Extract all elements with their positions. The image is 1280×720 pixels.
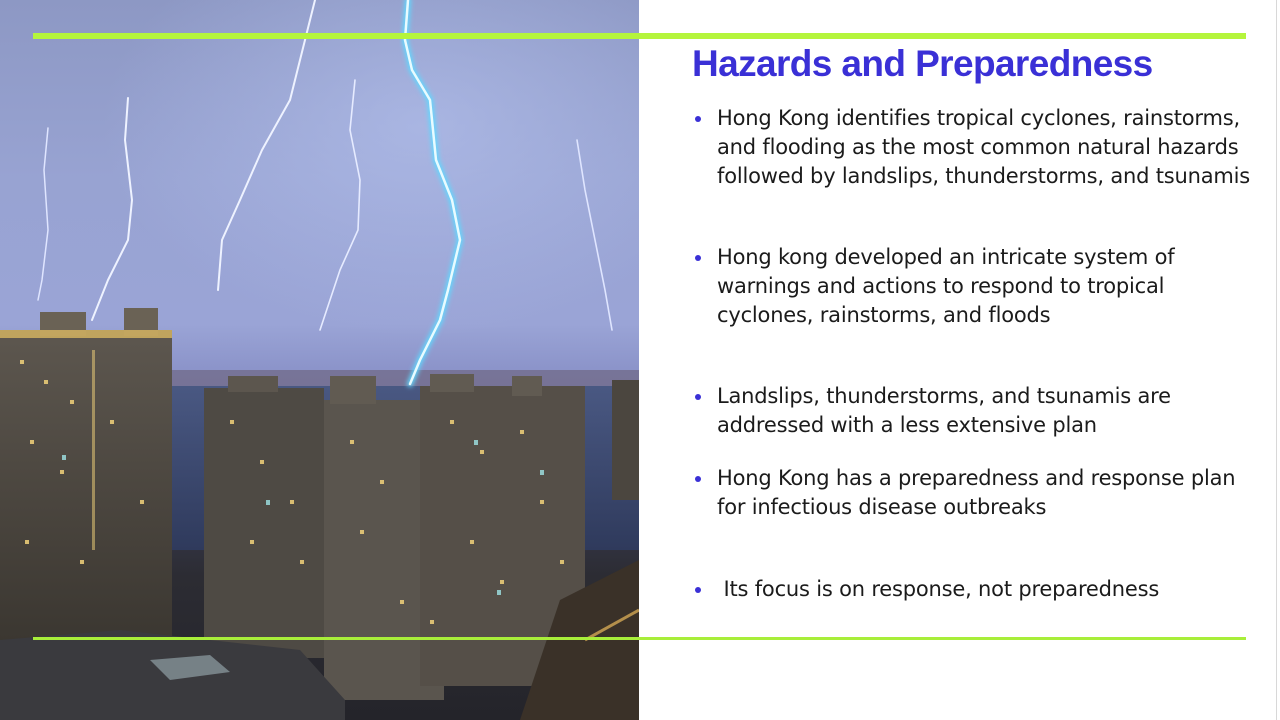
bullet-dot-icon	[695, 255, 701, 261]
photo-illustration	[0, 0, 639, 720]
bullet-text: Hong Kong has a preparedness and response plan for infectious disease outbreaks	[717, 466, 1236, 519]
bullet-item	[692, 575, 1159, 604]
lightning-city-photo	[0, 0, 639, 720]
bullet-dot-icon	[695, 394, 701, 400]
bullet-item	[692, 104, 1252, 191]
accent-line-bottom	[33, 637, 1246, 640]
bullet-item	[692, 243, 1252, 330]
bullet-item	[692, 382, 1252, 440]
slide-title: Hazards and Preparedness	[692, 43, 1153, 84]
bullet-dot-icon	[695, 476, 701, 482]
bullet-item	[692, 464, 1252, 522]
bullet-text: Hong Kong identifies tropical cyclones, rainstorms, and flooding as the most common natural hazards followed by landslips, thunderstorms, and tsunamis	[717, 106, 1251, 188]
slide-edge-divider	[1276, 0, 1277, 720]
bullet-dot-icon	[695, 116, 701, 122]
bullet-text: Its focus is on response, not preparedness	[717, 577, 1160, 601]
accent-line-top	[33, 33, 1246, 39]
bullet-text: Landslips, thunderstorms, and tsunamis are addressed with a less extensive plan	[717, 384, 1171, 437]
bullet-dot-icon	[695, 587, 701, 593]
bullet-text: Hong kong developed an intricate system of warnings and actions to respond to tropical cyclones, rainstorms, and floods	[717, 245, 1175, 327]
